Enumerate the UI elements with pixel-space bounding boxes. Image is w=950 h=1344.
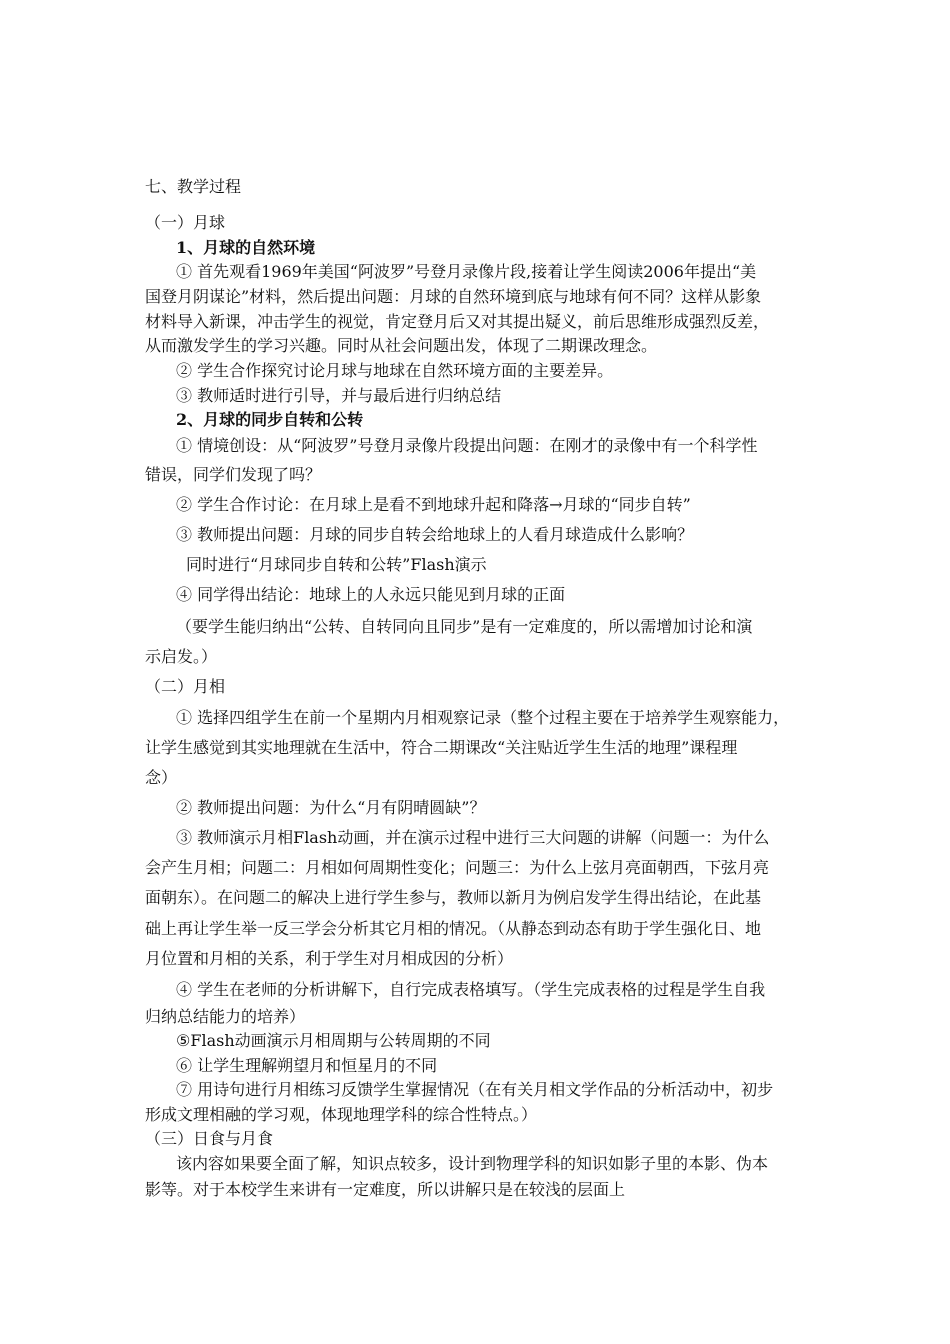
paragraph-line: ⑥ 让学生理解朔望月和恒星月的不同 <box>176 1056 438 1075</box>
paragraph-line: （要学生能归纳出“公转、自转同向且同步”是有一定难度的，所以需增加讨论和演 <box>176 617 753 636</box>
part3-heading: （三）日食与月食 <box>145 1129 274 1148</box>
paragraph-line: ④ 同学得出结论：地球上的人永远只能见到月球的正面 <box>176 585 566 604</box>
paragraph-line: ② 学生合作讨论：在月球上是看不到地球升起和降落→月球的“同步自转” <box>176 495 691 514</box>
paragraph-line: ② 教师提出问题：为什么“月有阴晴圆缺”？ <box>176 798 486 817</box>
paragraph-line: 会产生月相；问题二：月相如何周期性变化；问题三：为什么上弦月亮面朝西，下弦月亮 <box>145 858 770 877</box>
paragraph-line: ③ 教师演示月相Flash动画，并在演示过程中进行三大问题的讲解（问题一：为什么 <box>176 828 770 847</box>
part1-heading: （一）月球 <box>145 213 226 232</box>
paragraph-line: 让学生感觉到其实地理就在生活中，符合二期课改“关注贴近学生生活的地理”课程理 <box>145 738 738 757</box>
paragraph-line: 面朝东）。在问题二的解决上进行学生参与，教师以新月为例启发学生得出结论，在此基 <box>145 888 762 907</box>
paragraph-line: ② 学生合作探究讨论月球与地球在自然环境方面的主要差异。 <box>176 361 614 380</box>
paragraph-line: ③ 教师提出问题：月球的同步自转会给地球上的人看月球造成什么影响？ <box>176 525 694 544</box>
sub2-title: 2、月球的同步自转和公转 <box>176 410 364 429</box>
paragraph-line: 影等。对于本校学生来讲有一定难度，所以讲解只是在较浅的层面上 <box>145 1180 626 1199</box>
paragraph-line: 念） <box>145 768 178 787</box>
paragraph-line: ④ 学生在老师的分析讲解下，自行完成表格填写。（学生完成表格的过程是学生自我 <box>176 980 766 999</box>
paragraph-line: 国登月阴谋论”材料，然后提出问题：月球的自然环境到底与地球有何不同？这样从影象 <box>145 287 762 306</box>
paragraph-line: ③ 教师适时进行引导，并与最后进行归纳总结 <box>176 386 502 405</box>
paragraph-line: 月位置和月相的关系，利于学生对月相成因的分析） <box>145 949 514 968</box>
paragraph-line: ⑤Flash动画演示月相周期与公转周期的不同 <box>176 1031 491 1050</box>
paragraph-line: ① 选择四组学生在前一个星期内月相观察记录（整个过程主要在于培养学生观察能力， <box>176 708 790 727</box>
section-title: 七、教学过程 <box>145 177 242 196</box>
paragraph-line: 同时进行“月球同步自转和公转”Flash演示 <box>186 555 487 574</box>
paragraph-line: 该内容如果要全面了解，知识点较多，设计到物理学科的知识如影子里的本影、伪本 <box>176 1154 769 1173</box>
paragraph-line: 示启发。） <box>145 647 218 666</box>
paragraph-line: ① 首先观看1969年美国“阿波罗”号登月录像片段,接着让学生阅读2006年提出“美 <box>176 262 757 281</box>
part2-heading: （二）月相 <box>145 677 226 696</box>
paragraph-line: 础上再让学生举一反三学会分析其它月相的情况。（从静态到动态有助于学生强化日、地 <box>145 919 762 938</box>
paragraph-line: ① 情境创设：从“阿波罗”号登月录像片段提出问题：在刚才的录像中有一个科学性 <box>176 436 758 455</box>
sub1-title: 1、月球的自然环境 <box>176 238 316 257</box>
paragraph-line: 从而激发学生的学习兴趣。同时从社会问题出发，体现了二期课改理念。 <box>145 336 658 355</box>
paragraph-line: 形成文理相融的学习观，体现地理学科的综合性特点。） <box>145 1105 538 1124</box>
paragraph-line: 错误，同学们发现了吗？ <box>145 465 322 484</box>
paragraph-line: 归纳总结能力的培养） <box>145 1007 306 1026</box>
paragraph-line: 材料导入新课，冲击学生的视觉，肯定登月后又对其提出疑义，前后思维形成强烈反差， <box>145 312 770 331</box>
paragraph-line: ⑦ 用诗句进行月相练习反馈学生掌握情况（在有关月相文学作品的分析活动中，初步 <box>176 1080 774 1099</box>
